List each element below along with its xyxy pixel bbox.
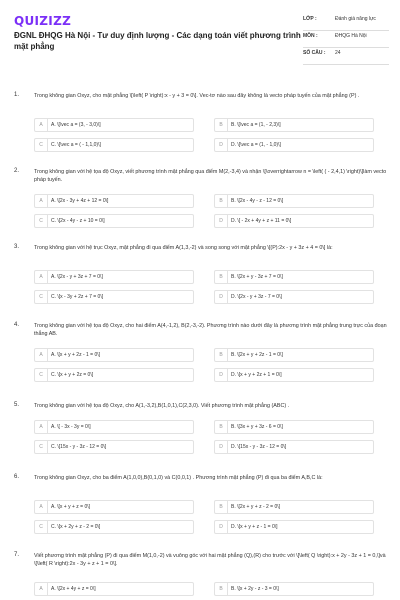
- question-number: 4.: [14, 322, 20, 328]
- option-text: D. \[2x - y + 3z - 7 = 0\]: [231, 294, 282, 300]
- option-text: C. \[15x - y - 3z - 12 = 0\]: [51, 444, 107, 450]
- option-letter: B: [215, 119, 228, 131]
- info-label: SỐ CÂU :: [303, 50, 326, 56]
- option-a[interactable]: [34, 348, 194, 362]
- quizizz-logo: QUIZIZZ: [14, 14, 72, 28]
- option-text: D. \[\vec a = (1, - 1,0)\]: [231, 142, 281, 148]
- option-letter: C: [35, 521, 48, 533]
- option-letter: C: [35, 369, 48, 381]
- option-d[interactable]: [214, 138, 374, 152]
- option-b[interactable]: [214, 582, 374, 596]
- worksheet-title: ĐGNL ĐHQG Hà Nội - Tư duy định lượng - Các dạng toán viết phương trình mặt phẳng: [14, 31, 301, 51]
- option-letter: B: [215, 271, 228, 283]
- question-number: 7.: [14, 552, 20, 558]
- info-row-class: [303, 14, 389, 31]
- option-letter: D: [215, 521, 228, 533]
- option-letter: C: [35, 139, 48, 151]
- option-letter: A: [35, 271, 48, 283]
- option-text: B. \[2x + y + z - 2 = 0\]: [231, 504, 281, 510]
- option-letter: A: [35, 421, 48, 433]
- option-letter: C: [35, 291, 48, 303]
- option-text: C. \[x - 3y + 2z + 7 = 0\]: [51, 294, 104, 300]
- worksheet-header: [0, 0, 400, 74]
- option-a[interactable]: [34, 194, 194, 208]
- info-value: Đánh giá năng lực: [335, 16, 376, 22]
- info-value: ĐHQG Hà Nội: [335, 33, 367, 39]
- option-letter: B: [215, 583, 228, 595]
- option-b[interactable]: [214, 270, 374, 284]
- option-a[interactable]: [34, 500, 194, 514]
- option-b[interactable]: [214, 194, 374, 208]
- option-letter: D: [215, 369, 228, 381]
- option-text: C. \[x + 2y + z - 2 = 0\]: [51, 524, 101, 530]
- option-text: C. \[\vec a = ( - 1,1,0)\]: [51, 142, 101, 148]
- option-c[interactable]: [34, 440, 194, 454]
- option-text: D. \[x + y + z - 1 = 0\]: [231, 524, 278, 530]
- option-a[interactable]: [34, 420, 194, 434]
- option-letter: D: [215, 291, 228, 303]
- option-letter: A: [35, 119, 48, 131]
- option-letter: B: [215, 195, 228, 207]
- option-c[interactable]: [34, 138, 194, 152]
- question-text: Trong không gian với hệ tọa độ Oxyz, cho A(1,-3,2),B(1,0,1),C(2,3,0). Viết phương trình mặt phẳng (ABC) .: [34, 403, 290, 409]
- option-text: B. \[2x - 4y - z - 12 = 0\]: [231, 198, 284, 204]
- option-text: A. \[2x - 3y + 4z + 12 = 0\]: [51, 198, 109, 204]
- option-letter: A: [35, 501, 48, 513]
- option-letter: B: [215, 421, 228, 433]
- option-text: C. \[2x - 4y - z + 10 = 0\]: [51, 218, 105, 224]
- option-text: B. \[2x + y + 2z - 1 = 0\]: [231, 352, 283, 358]
- info-table: [303, 14, 389, 65]
- option-letter: C: [35, 215, 48, 227]
- info-value: 24: [335, 50, 341, 56]
- info-label: LỚP :: [303, 16, 317, 22]
- option-letter: C: [35, 441, 48, 453]
- question-text: Trong không gian với hệ tọa độ Oxyz, viết phương trình mặt phẳng qua điểm M(2,-3,4) và nhận \[\overrightarrow n = \left( ( - 2,4,1) \right)\]làm vecto pháp tuyến.: [34, 169, 387, 183]
- option-text: A. \[\vec a = (3, - 3,0)\]: [51, 122, 101, 128]
- question-number: 3.: [14, 244, 20, 250]
- option-text: B. \[x + 2y - z - 3 = 0\]: [231, 586, 279, 592]
- option-text: D. \[ - 2x + 4y + z + 11 = 0\]: [231, 218, 292, 224]
- question-number: 6.: [14, 474, 20, 480]
- option-text: C. \[x + y + 2z = 0\]: [51, 372, 94, 378]
- question-text: Viết phương trình mặt phẳng (P) đi qua điểm M(1,0,-2) và vuông góc với hai mặt phẳng (Q),(R) cho trước với \[\left( Q \right):x + 2y - 3z + 1 = 0,\]và \[\left( R \right):2x - 3y + z + 1 = 0\].: [34, 553, 386, 567]
- option-c[interactable]: [34, 214, 194, 228]
- option-text: A. \[ - 3x - 3y = 0\]: [51, 424, 91, 430]
- option-letter: A: [35, 195, 48, 207]
- option-b[interactable]: [214, 118, 374, 132]
- option-b[interactable]: [214, 348, 374, 362]
- option-c[interactable]: [34, 368, 194, 382]
- question-number: 1.: [14, 92, 20, 98]
- option-d[interactable]: [214, 520, 374, 534]
- option-text: A. \[x + y + z = 0\]: [51, 504, 91, 510]
- option-d[interactable]: [214, 440, 374, 454]
- option-a[interactable]: [34, 270, 194, 284]
- option-letter: A: [35, 349, 48, 361]
- option-text: B. \[3x + y + 3z - 6 = 0\]: [231, 424, 283, 430]
- option-letter: D: [215, 441, 228, 453]
- question-number: 5.: [14, 402, 20, 408]
- option-text: B. \[2x + y - 3z + 7 = 0\]: [231, 274, 283, 280]
- option-text: A. \[x + y + 2z - 1 = 0\]: [51, 352, 101, 358]
- option-a[interactable]: [34, 118, 194, 132]
- option-text: A. \[2x + 4y + z = 0\]: [51, 586, 96, 592]
- info-row-subject: [303, 31, 389, 48]
- option-letter: B: [215, 501, 228, 513]
- option-text: D. \[x + y + 2z + 1 = 0\]: [231, 372, 282, 378]
- option-a[interactable]: [34, 582, 194, 596]
- option-letter: B: [215, 349, 228, 361]
- option-letter: A: [35, 583, 48, 595]
- option-c[interactable]: [34, 520, 194, 534]
- option-d[interactable]: [214, 368, 374, 382]
- question-number: 2.: [14, 168, 20, 174]
- option-d[interactable]: [214, 214, 374, 228]
- question-text: Trong không gian với hệ trục Oxyz, mặt phẳng đi qua điểm A(1,3,-2) và song song với mặt phẳng \[(P):2x - y + 3z + 4 = 0\] là:: [34, 245, 333, 251]
- question-text: Trong không gian Oxyz, cho ba điểm A(1,0,0),B(0,1,0) và C(0,0,1) . Phương trình mặt phẳng (P) đi qua ba điểm A,B,C là:: [34, 475, 323, 481]
- option-letter: D: [215, 215, 228, 227]
- option-b[interactable]: [214, 420, 374, 434]
- option-c[interactable]: [34, 290, 194, 304]
- option-b[interactable]: [214, 500, 374, 514]
- info-row-count: [303, 48, 389, 65]
- option-d[interactable]: [214, 290, 374, 304]
- question-text: Trong không gian với hệ tọa độ Oxyz, cho hai điểm A(4,-1,2), B(2,-3,-2). Phương trình nào dưới đây là phương trình mặt phẳng trung trực của đoạn thẳng AB.: [34, 323, 387, 337]
- option-text: D. \[15x - y - 3z - 12 = 0\]: [231, 444, 287, 450]
- option-text: A. \[2x - y + 3z + 7 = 0\]: [51, 274, 103, 280]
- option-letter: D: [215, 139, 228, 151]
- question-text: Trong không gian Oxyz, cho mặt phẳng \[\left( P \right):x - y + 3 = 0\]. Vec-tơ nào sau đây không là vecto pháp tuyến của mặt phẳng (P) .: [34, 93, 360, 99]
- option-text: B. \[\vec a = (1, - 2,3)\]: [231, 122, 281, 128]
- info-label: MÔN :: [303, 33, 318, 39]
